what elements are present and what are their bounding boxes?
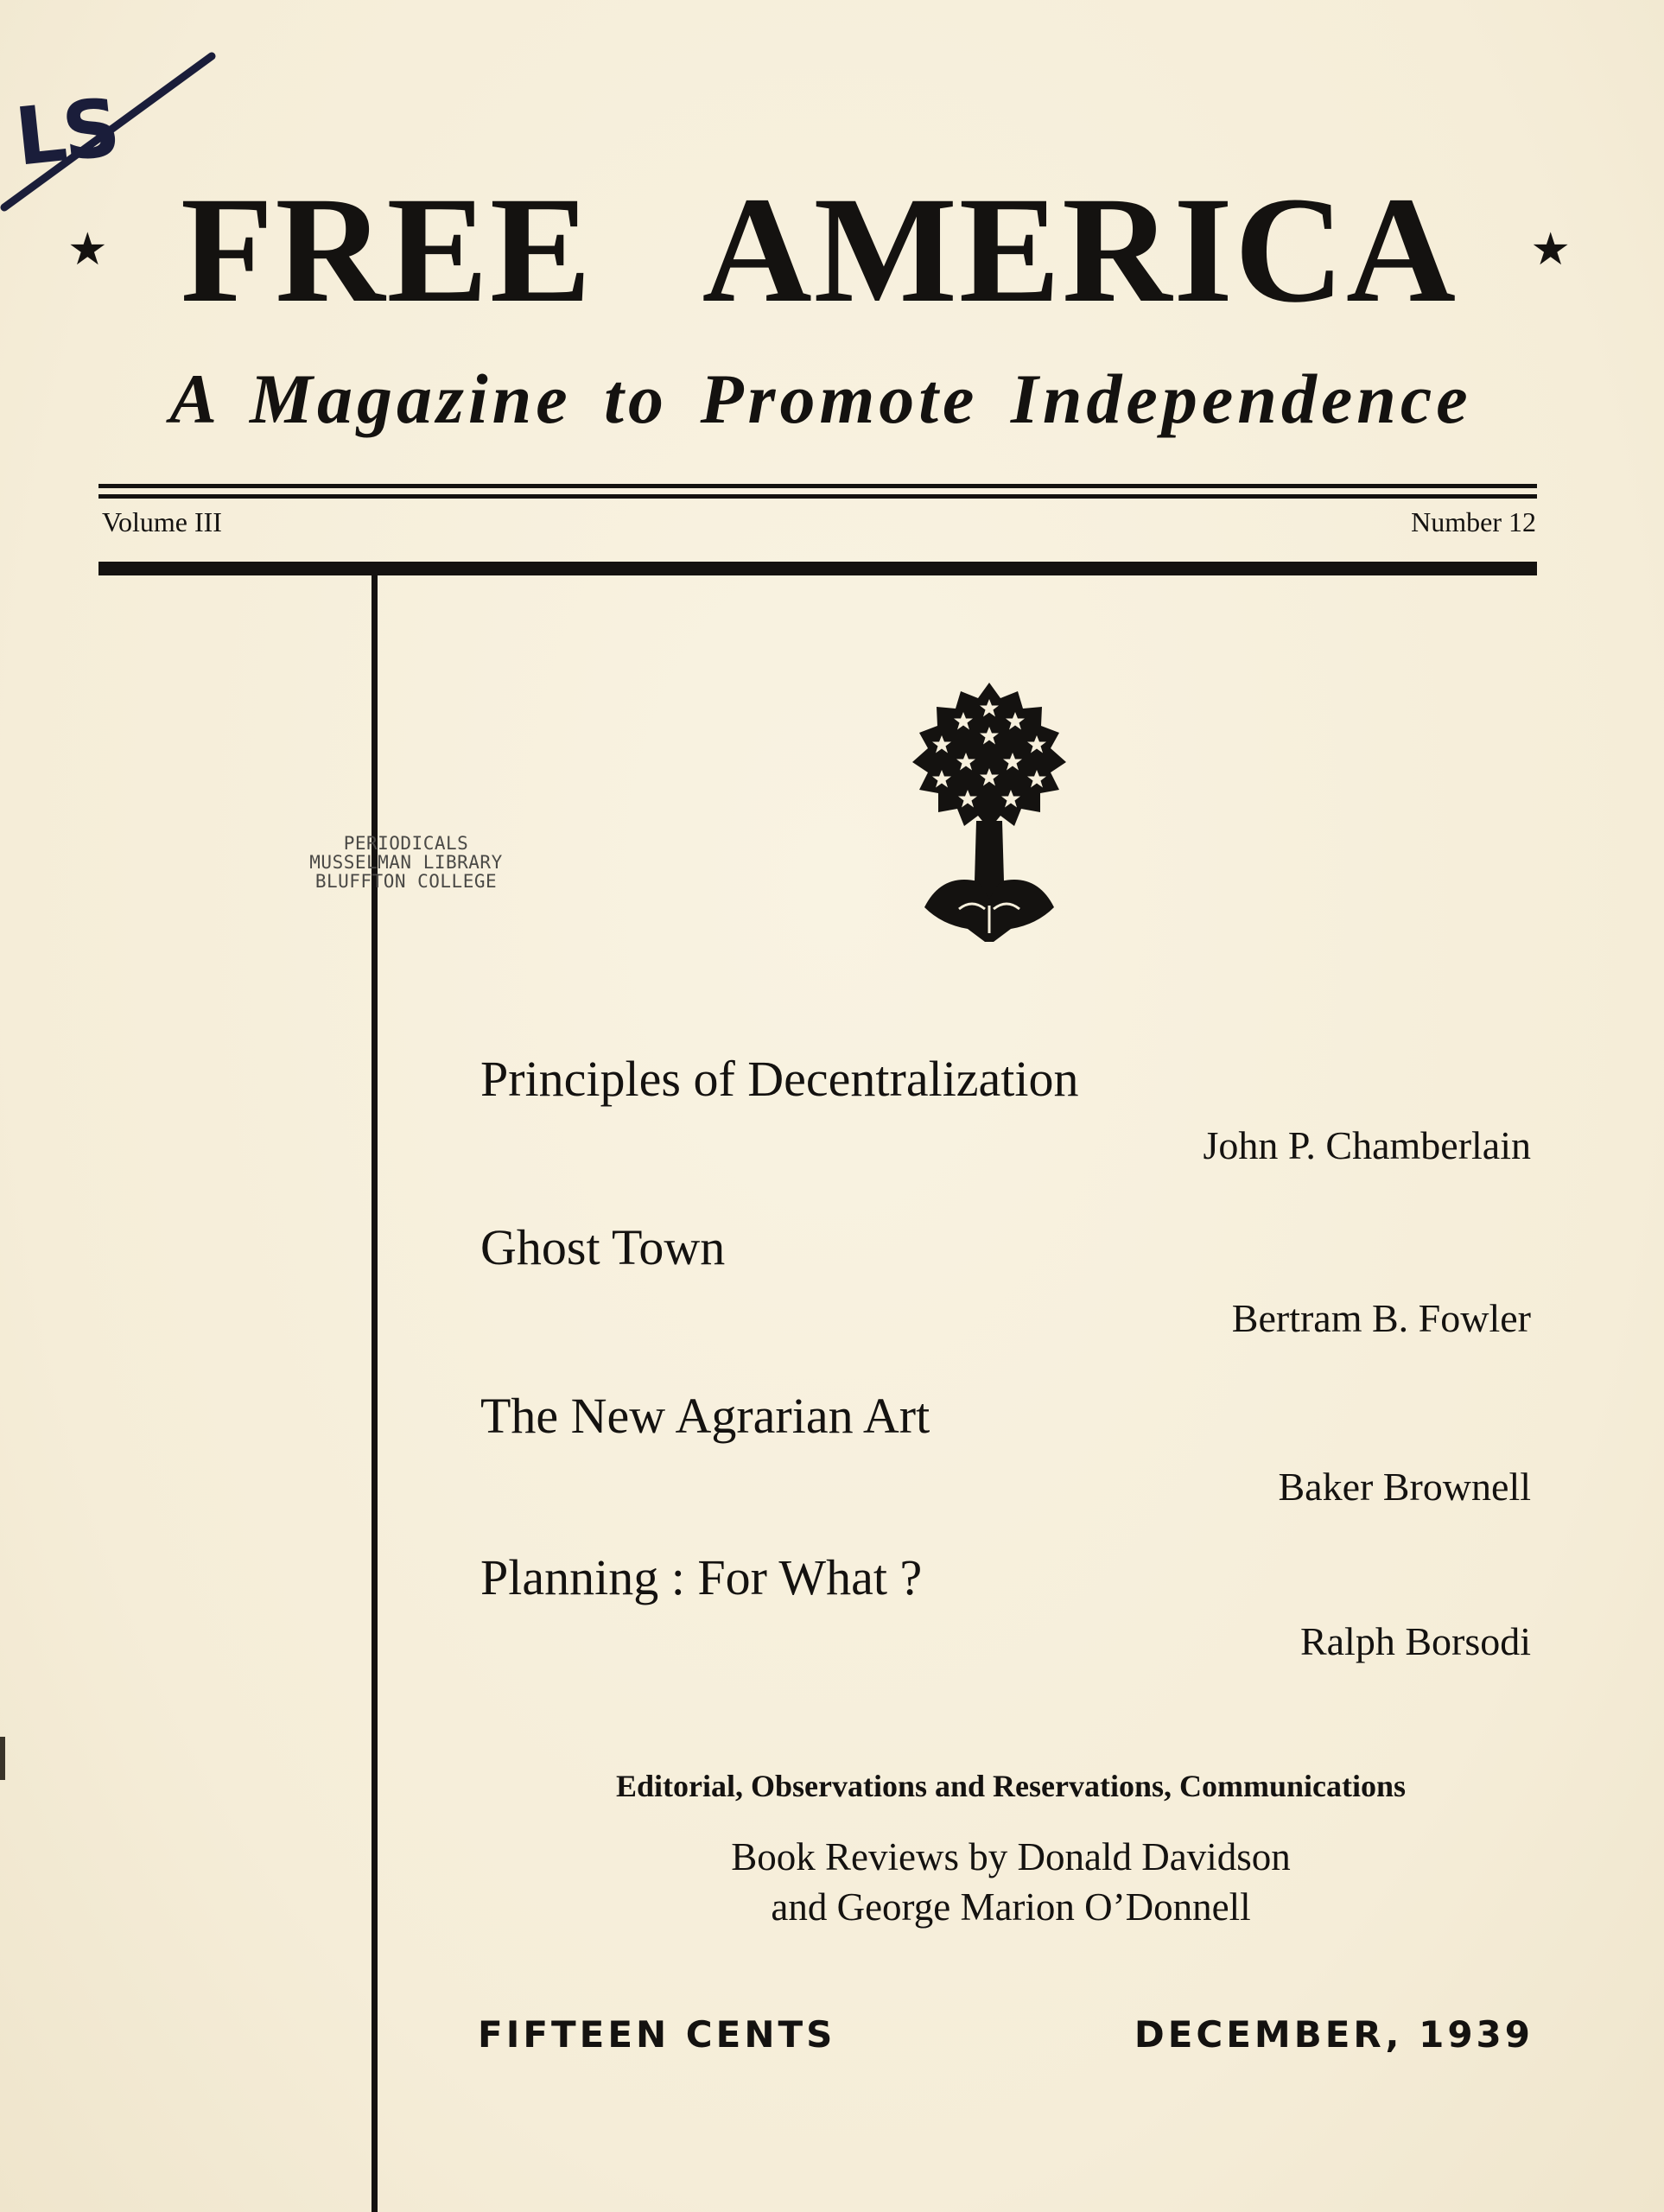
issue-date: DECEMBER, 1939 xyxy=(1134,2013,1534,2056)
article-title: Ghost Town xyxy=(480,1219,726,1275)
article-list xyxy=(480,1037,1531,1700)
star-tree-emblem-icon xyxy=(907,683,1071,959)
issue-info xyxy=(102,506,1536,538)
stamp-line: MUSSELMAN LIBRARY xyxy=(309,852,503,874)
vertical-rule xyxy=(372,575,378,2212)
article-entry xyxy=(480,1535,1531,1700)
rule-top-2 xyxy=(98,494,1537,499)
article-author: Bertram B. Fowler xyxy=(1231,1296,1531,1340)
magazine-subtitle: A Magazine to Promote Independence xyxy=(169,359,1472,438)
masthead xyxy=(67,168,1571,333)
magazine-title: FREE AMERICA xyxy=(180,166,1458,334)
article-author: Baker Brownell xyxy=(1278,1465,1531,1509)
library-stamp xyxy=(307,834,505,891)
article-author: John P. Chamberlain xyxy=(1203,1123,1531,1167)
article-title: The New Agrarian Art xyxy=(480,1388,930,1444)
contents-misc: Editorial, Observations and Reservations, Communications xyxy=(615,1769,1407,1803)
handwritten-initials: LS xyxy=(10,81,122,184)
rule-thick xyxy=(98,562,1537,575)
binding-mark xyxy=(0,1737,5,1780)
volume-label: Volume III xyxy=(102,506,222,537)
article-entry xyxy=(480,1037,1531,1205)
number-label: Number 12 xyxy=(1411,506,1536,537)
article-entry xyxy=(480,1205,1531,1374)
stamp-line: BLUFFTON COLLEGE xyxy=(314,871,498,893)
article-title: Principles of Decentralization xyxy=(480,1051,1079,1107)
star-left-icon: ★ xyxy=(67,226,108,275)
article-entry xyxy=(480,1374,1531,1535)
price-label: FIFTEEN CENTS xyxy=(478,2013,836,2056)
article-title: Planning : For What ? xyxy=(480,1549,923,1605)
article-author: Ralph Borsodi xyxy=(1299,1619,1531,1663)
rule-top-1 xyxy=(98,484,1537,488)
stamp-line: PERIODICALS xyxy=(343,833,469,854)
book-reviews-line: and George Marion O’Donnell xyxy=(771,1885,1251,1929)
star-right-icon: ★ xyxy=(1530,226,1571,275)
cover-footer xyxy=(478,2013,1534,2056)
book-reviews-line: Book Reviews by Donald Davidson xyxy=(731,1835,1291,1878)
book-reviews xyxy=(484,1832,1538,1932)
